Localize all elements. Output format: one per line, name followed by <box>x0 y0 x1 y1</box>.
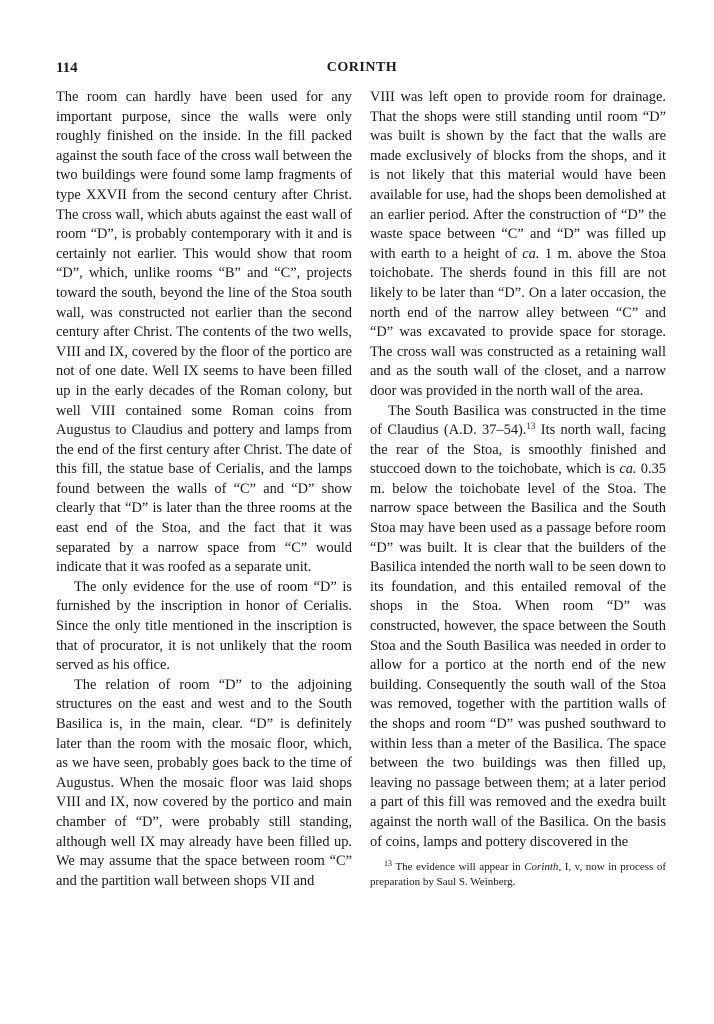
left-column <box>56 88 352 891</box>
running-title: CORINTH <box>326 60 398 75</box>
text-run: 1 m. above the Stoa toichobate. The sherds found in this fill are not likely to be later than “D”. On a later occasion, the north end of the narrow alley between “C” and “D” was excavated to provide space for storage. The cross wall was constructed as a retaining wall and as the south wall of the closet, and a narrow door was provided in the north wall of the area. <box>370 245 666 399</box>
footnote-marker: 13 <box>384 859 392 869</box>
paragraph <box>370 88 666 402</box>
italic-abbrev: ca. <box>522 245 540 262</box>
paragraph: The relation of room “D” to the adjoining structures on the east and west and to the South Basilica is, in the main, clear. “D” is definitely later than the room with the mosaic floor, which, as we have seen, probably goes back to the time of Augustus. When the mosaic floor was laid shops VIII and IX, now covered by the portico and main chamber of “D”, were probably still standing, although well IX may already have been filled up. We may assume that the space between room “C” and the partition wall between shops VII and <box>56 676 352 889</box>
text-run: VIII was left open to provide room for drainage. That the shops were still standing until room “D” was built is shown by the fact that the walls are made exclusively of blocks from the shops, and it is not likely that this material would have been available for use, had the shops been demolished at an earlier period. After the construction of “D” the waste space between “C” and “D” was filled up with earth to a height of <box>370 89 666 262</box>
page-number: 114 <box>56 60 78 76</box>
text-run: 0.35 m. below the toichobate level of the Stoa. The narrow space between the Basilica and the South Stoa may have been used as a passage before room “D” was built. It is clear that the builders of the Basilica intended the north wall to be seen down to its foundation, and this entailed removal of the shops in the Stoa. When room “D” was constructed, however, the space between the South Stoa and the South Basilica was needed in order to allow for a portico at the north end of the new building. Consequently the south wall of the Stoa was removed, together with the partition walls of the shops and room “D” was pushed southward to within less than a meter of the Basilica. The space between the two buildings was then filled up, leaving no passage between them; at a later period a part of this fill was removed and the exedra built against the north wall of the Basilica. On the basis of coins, lamps and pottery discovered in the <box>370 461 666 850</box>
text-run: Its north wall, facing the rear of the Stoa, is smoothly finished and stuccoed down to the toichobate, which is <box>370 422 666 478</box>
right-column <box>370 88 666 889</box>
italic-abbrev: ca. <box>619 461 637 478</box>
footnote-text: The evidence will appear in <box>395 861 521 874</box>
footnote-text: , I, v, now in process of preparation by Saul S. Weinberg. <box>370 861 666 888</box>
paragraph: The room can hardly have been used for any important purpose, since the walls were only roughly finished on the inside. In the fill packed against the south face of the cross wall between the two buildings were found some lamp fragments of type XXVII from the second century after Christ. The cross wall, which abuts against the east wall of room “D”, is probably contemporary with it and is certainly not earlier. This would show that room “D”, which, unlike rooms “B” and “C”, projects toward the south, beyond the line of the Stoa south wall, was constructed not earlier than the second century after Christ. The contents of the two wells, VIII and IX, covered by the floor of the portico are not of one date. Well IX seems to have been filled up in the early decades of the Roman colony, but well VIII contained some Roman coins from Augustus to Claudius and pottery and lamps from the end of the first century after Christ. The date of this fill, the statue base of Cerialis, and the lamps found between the walls of “C” and “D” show clearly that “D” is later than the three rooms at the east end of the Stoa, and the fact that it was separated by a narrow space from “C” would indicate that it was roofed as a separate unit. <box>56 89 352 576</box>
footnote-reference: 13 <box>526 421 536 432</box>
paragraph: The only evidence for the use of room “D” is furnished by the inscription in honor of Cerialis. Since the only title mentioned in the inscription is that of procurator, it is not unlikely that the room served as his office. <box>56 578 352 674</box>
page-header <box>56 60 668 80</box>
text-run: The South Basilica was constructed in the time of Claudius (A.D. 37–54). <box>370 402 666 439</box>
footnote-title: Corinth <box>524 861 559 874</box>
footnote <box>370 860 666 889</box>
paragraph <box>370 402 666 853</box>
